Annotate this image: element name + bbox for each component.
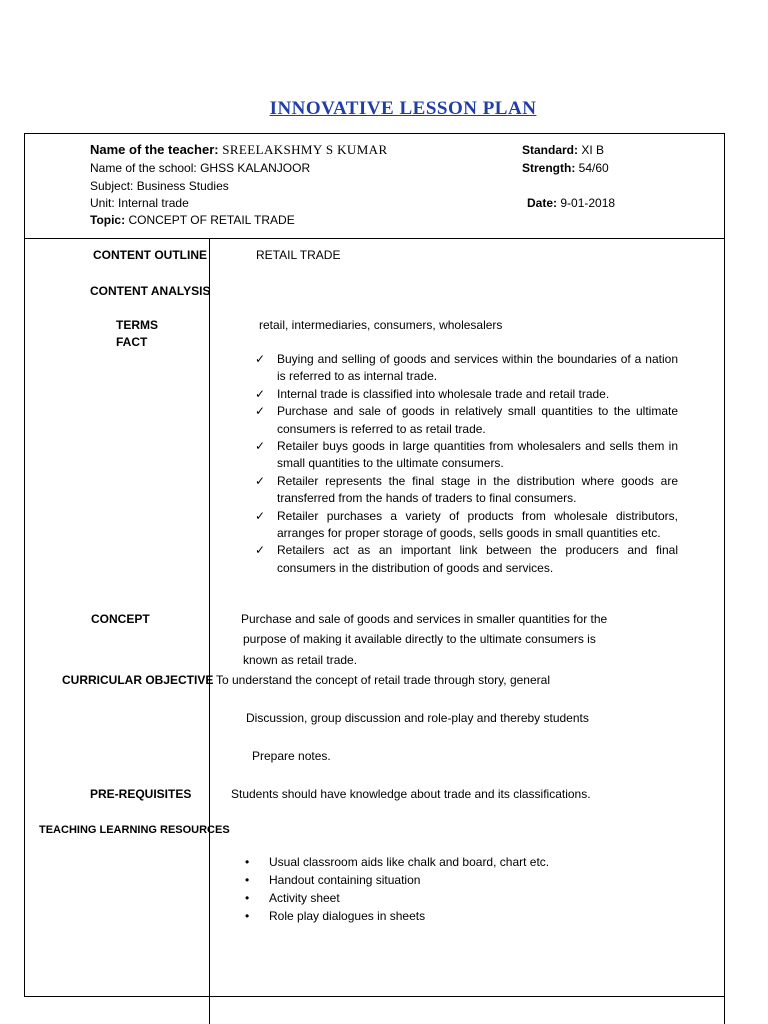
date-label: Date: bbox=[527, 196, 558, 210]
terms-value: retail, intermediaries, consumers, wholesalers bbox=[259, 318, 503, 332]
header-box-top bbox=[24, 133, 725, 134]
strength-row bbox=[522, 161, 609, 175]
page-title: INNOVATIVE LESSON PLAN bbox=[269, 98, 537, 119]
bullet-icon: • bbox=[245, 873, 250, 887]
frame-left bbox=[24, 133, 25, 997]
concept-line: purpose of making it available directly to the ultimate consumers is bbox=[243, 632, 596, 646]
fact-item: ✓ Buying and selling of goods and services within the boundaries of a nation is referred to as internal trade. bbox=[255, 352, 678, 384]
resources-label: TEACHING LEARNING RESOURCES bbox=[39, 824, 230, 836]
check-icon: ✓ bbox=[255, 543, 266, 558]
unit-value: Internal trade bbox=[118, 196, 189, 210]
frame-right bbox=[724, 133, 725, 1024]
column-divider bbox=[209, 238, 210, 1024]
unit-label: Unit: bbox=[90, 196, 115, 210]
concept-label: CONCEPT bbox=[91, 612, 150, 626]
topic-row bbox=[90, 213, 295, 227]
resource-item: • Activity sheet bbox=[245, 891, 340, 905]
subject-value: Business Studies bbox=[136, 179, 229, 193]
date-value: 9-01-2018 bbox=[560, 196, 616, 210]
objective-line: Prepare notes. bbox=[252, 749, 331, 763]
objective-line: Discussion, group discussion and role-play and thereby students bbox=[246, 711, 589, 725]
check-icon: ✓ bbox=[255, 352, 266, 366]
resources-list bbox=[243, 853, 663, 925]
header-box-bottom bbox=[24, 238, 725, 239]
school-row bbox=[90, 161, 310, 175]
content-analysis-label: CONTENT ANALYSIS bbox=[90, 284, 211, 298]
unit-row bbox=[90, 196, 189, 210]
fact-item: ✓ Retailers act as an important link between the producers and final consumers in the distribution of goods and services. bbox=[255, 543, 678, 575]
resource-item: • Role play dialogues in sheets bbox=[245, 909, 426, 923]
prerequisites-label: PRE-REQUISITES bbox=[90, 787, 192, 801]
subject-row bbox=[90, 179, 229, 193]
school-label: Name of the school: bbox=[90, 161, 197, 175]
check-icon: ✓ bbox=[255, 404, 266, 419]
fact-item: ✓ Retailer buys goods in large quantities from wholesalers and sells them in small quantities to the ultimate consumers. bbox=[255, 439, 678, 471]
teacher-row bbox=[90, 142, 388, 158]
fact-item: ✓ Retailer represents the final stage in the distribution where goods are transferred from the hands of traders to final consumers. bbox=[255, 473, 678, 506]
fact-label: FACT bbox=[116, 335, 148, 349]
concept-line: known as retail trade. bbox=[243, 653, 358, 667]
teacher-label: Name of the teacher: bbox=[90, 142, 219, 157]
strength-label: Strength: bbox=[522, 161, 576, 175]
prerequisites-value: Students should have knowledge about trade and its classifications. bbox=[231, 787, 591, 801]
standard-label: Standard: bbox=[522, 143, 579, 157]
resource-item: • Usual classroom aids like chalk and board, chart etc. bbox=[245, 855, 550, 869]
school-value: GHSS KALANJOOR bbox=[200, 161, 311, 175]
bullet-icon: • bbox=[245, 909, 250, 923]
fact-item: ✓ Purchase and sale of goods in relatively small quantities to the ultimate consumers is referred to as retail trade. bbox=[255, 404, 678, 436]
teacher-value: SREELAKSHMY S KUMAR bbox=[222, 142, 388, 157]
check-icon: ✓ bbox=[255, 439, 266, 454]
content-outline-value: RETAIL TRADE bbox=[256, 248, 341, 262]
check-icon: ✓ bbox=[255, 386, 266, 401]
concept-line: Purchase and sale of goods and services in smaller quantities for the bbox=[241, 612, 608, 626]
topic-value: CONCEPT OF RETAIL TRADE bbox=[128, 213, 295, 227]
fact-item: ✓ Retailer purchases a variety of products from wholesale distributors, arranges for proper storage of goods, sells goods in small quantities etc. bbox=[255, 508, 678, 541]
terms-label: TERMS bbox=[116, 318, 158, 332]
bullet-icon: • bbox=[245, 855, 250, 869]
fact-item: ✓ Internal trade is classified into wholesale trade and retail trade. bbox=[255, 386, 678, 403]
topic-label: Topic: bbox=[90, 213, 126, 227]
facts-list bbox=[255, 351, 678, 577]
bullet-icon: • bbox=[245, 891, 250, 905]
subject-label: Subject: bbox=[90, 179, 134, 193]
curricular-objective-label: CURRICULAR OBJECTIVE bbox=[62, 673, 214, 687]
standard-value: XI B bbox=[581, 143, 605, 157]
standard-row bbox=[522, 143, 604, 157]
date-row bbox=[527, 196, 615, 210]
check-icon: ✓ bbox=[255, 508, 266, 523]
check-icon: ✓ bbox=[255, 473, 266, 488]
frame-bottom bbox=[24, 996, 725, 997]
objective-line: To understand the concept of retail trade through story, general bbox=[216, 673, 550, 687]
resource-item: • Handout containing situation bbox=[245, 873, 421, 887]
content-outline-label: CONTENT OUTLINE bbox=[93, 248, 207, 262]
strength-value: 54/60 bbox=[578, 161, 609, 175]
